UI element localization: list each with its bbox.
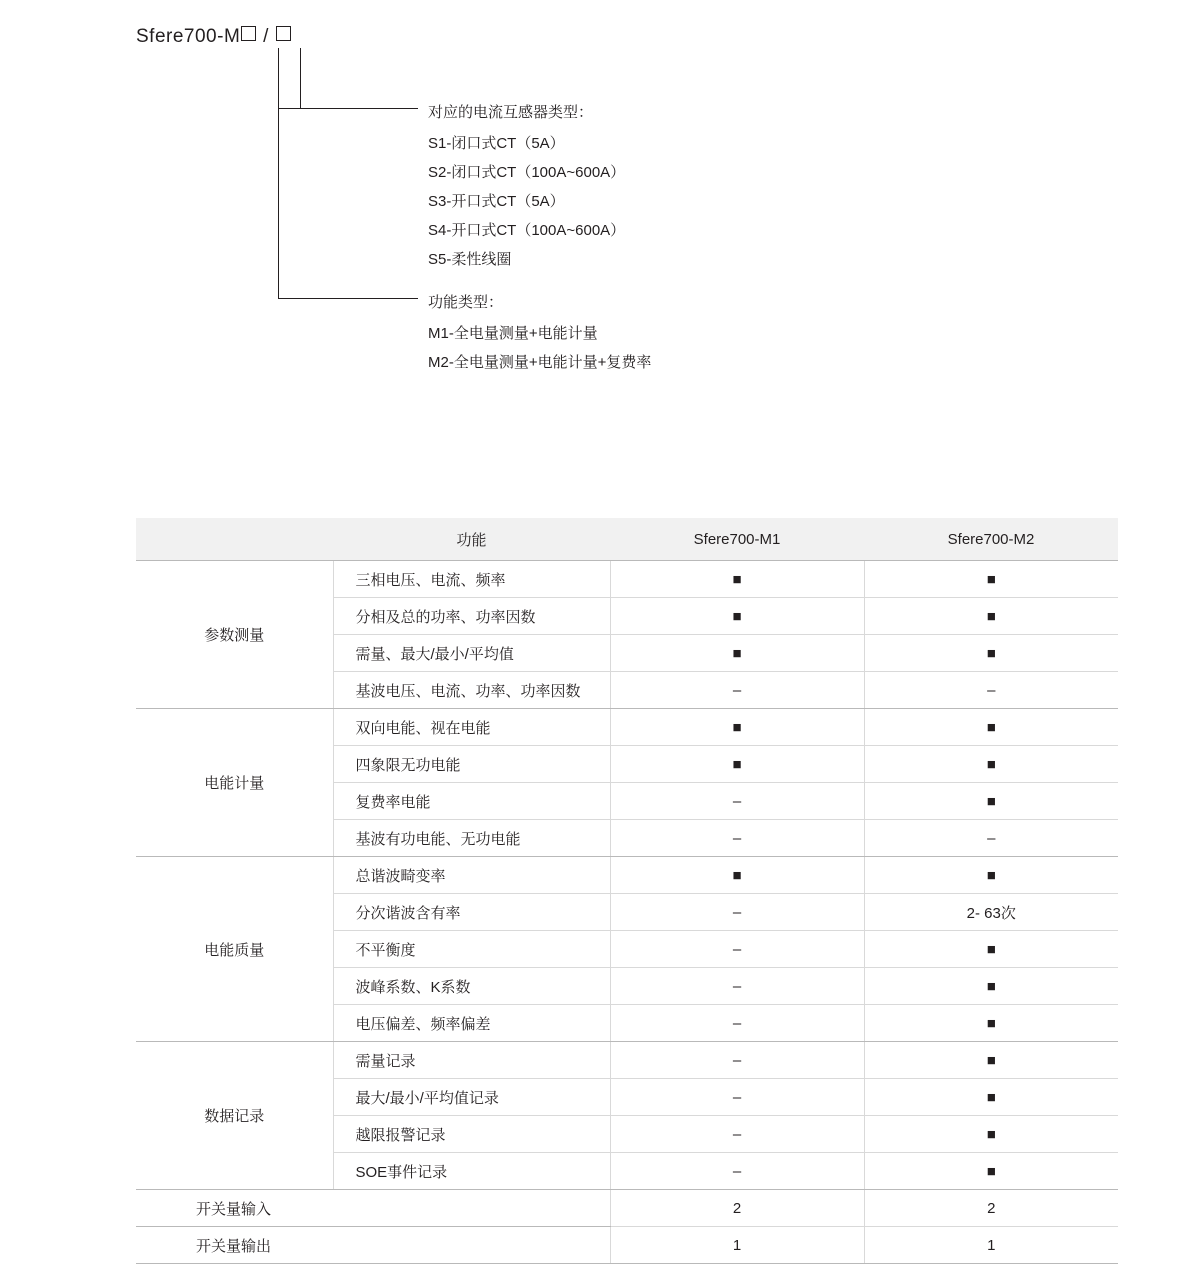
table-row [136,1042,1118,1079]
feature-label: 最大/最小/平均值记录 [333,1079,610,1116]
feature-label: 双向电能、视在电能 [333,709,610,746]
value-m1: – [610,1116,864,1153]
ct-legend-item-2: S2-闭口式CT（100A~600A） [428,164,626,181]
value-m2: – [864,820,1118,857]
value-m2: ■ [864,1005,1118,1042]
value-m2: 1 [864,1227,1118,1264]
feature-label: 分相及总的功率、功率因数 [333,598,610,635]
feature-label: 需量记录 [333,1042,610,1079]
ct-legend-item-4: S4-开口式CT（100A~600A） [428,222,626,239]
leader-line-ct-horizontal-2 [278,108,300,109]
value-m2: ■ [864,746,1118,783]
value-m1: – [610,931,864,968]
feature-label: 复费率电能 [333,783,610,820]
group-label-parameter-measurement: 参数测量 [136,561,333,709]
feature-label: 基波有功电能、无功电能 [333,820,610,857]
leader-line-ct-horizontal [300,108,418,109]
value-m2: ■ [864,1116,1118,1153]
value-m2: ■ [864,1079,1118,1116]
table-row [136,709,1118,746]
function-legend-item-2: M2-全电量测量+电能计量+复费率 [428,354,652,371]
value-m2: ■ [864,1042,1118,1079]
specification-table [136,518,1118,1264]
ct-legend [428,98,625,274]
value-m2: ■ [864,931,1118,968]
value-m1: ■ [610,709,864,746]
model-code-prefix: Sfere700-M [136,26,241,47]
function-legend [428,288,651,377]
feature-label: 四象限无功电能 [333,746,610,783]
value-m2: ■ [864,561,1118,598]
value-m1: – [610,1042,864,1079]
feature-label: 电压偏差、频率偏差 [333,1005,610,1042]
ct-legend-item-1: S1-闭口式CT（5A） [428,135,565,152]
value-m1: – [610,672,864,709]
feature-label: 三相电压、电流、频率 [333,561,610,598]
feature-label: 不平衡度 [333,931,610,968]
table-row [136,1227,1118,1264]
value-m1: ■ [610,598,864,635]
value-m1: – [610,820,864,857]
model-code-separator: / [263,26,269,47]
value-m2: 2 [864,1190,1118,1227]
value-m2: ■ [864,857,1118,894]
ct-legend-title: 对应的电流互感器类型： [428,104,594,121]
value-m2: ■ [864,709,1118,746]
leader-line-func-horizontal [278,298,418,299]
model-code-diagram [0,0,1200,470]
value-m1: ■ [610,857,864,894]
value-m1: ■ [610,635,864,672]
table-row [136,857,1118,894]
specification-table-wrap [136,518,1118,1264]
table-row [136,561,1118,598]
value-m1: – [610,1005,864,1042]
value-m1: – [610,1153,864,1190]
feature-label: 越限报警记录 [333,1116,610,1153]
ct-legend-item-3: S3-开口式CT（5A） [428,193,565,210]
value-m2: ■ [864,783,1118,820]
value-m1: – [610,1079,864,1116]
value-m2: ■ [864,1153,1118,1190]
function-legend-title: 功能类型： [428,294,504,311]
feature-label: 分次谐波含有率 [333,894,610,931]
model-code-box-2 [276,26,291,41]
value-m1: – [610,968,864,1005]
model-code-box-1 [241,26,256,41]
model-code-text [136,26,292,48]
feature-label: SOE事件记录 [333,1153,610,1190]
feature-label: 波峰系数、K系数 [333,968,610,1005]
value-m2: – [864,672,1118,709]
value-m2: ■ [864,968,1118,1005]
ct-legend-item-5: S5-柔性线圈 [428,251,512,268]
value-m1: ■ [610,746,864,783]
value-m1: – [610,894,864,931]
table-header-row [136,518,1118,561]
table-header-m1: Sfere700-M1 [610,518,864,561]
feature-label: 开关量输入 [136,1190,610,1227]
feature-label: 总谐波畸变率 [333,857,610,894]
value-m2: ■ [864,635,1118,672]
value-m1: 1 [610,1227,864,1264]
feature-label: 需量、最大/最小/平均值 [333,635,610,672]
function-legend-item-1: M1-全电量测量+电能计量 [428,325,598,342]
leader-line-func-vertical-stub [278,48,279,298]
table-header-blank [136,518,333,561]
value-m2: 2- 63次 [864,894,1118,931]
feature-label: 基波电压、电流、功率、功率因数 [333,672,610,709]
group-label-data-logging: 数据记录 [136,1042,333,1190]
table-header-m3: Sfere700-M2 [864,518,1118,561]
table-row [136,1190,1118,1227]
leader-line-ct-vertical-stub [300,48,301,108]
group-label-power-quality: 电能质量 [136,857,333,1042]
table-header-function: 功能 [333,518,610,561]
value-m1: – [610,783,864,820]
value-m2: ■ [864,598,1118,635]
value-m1: 2 [610,1190,864,1227]
group-label-energy-metering: 电能计量 [136,709,333,857]
feature-label: 开关量输出 [136,1227,610,1264]
value-m1: ■ [610,561,864,598]
